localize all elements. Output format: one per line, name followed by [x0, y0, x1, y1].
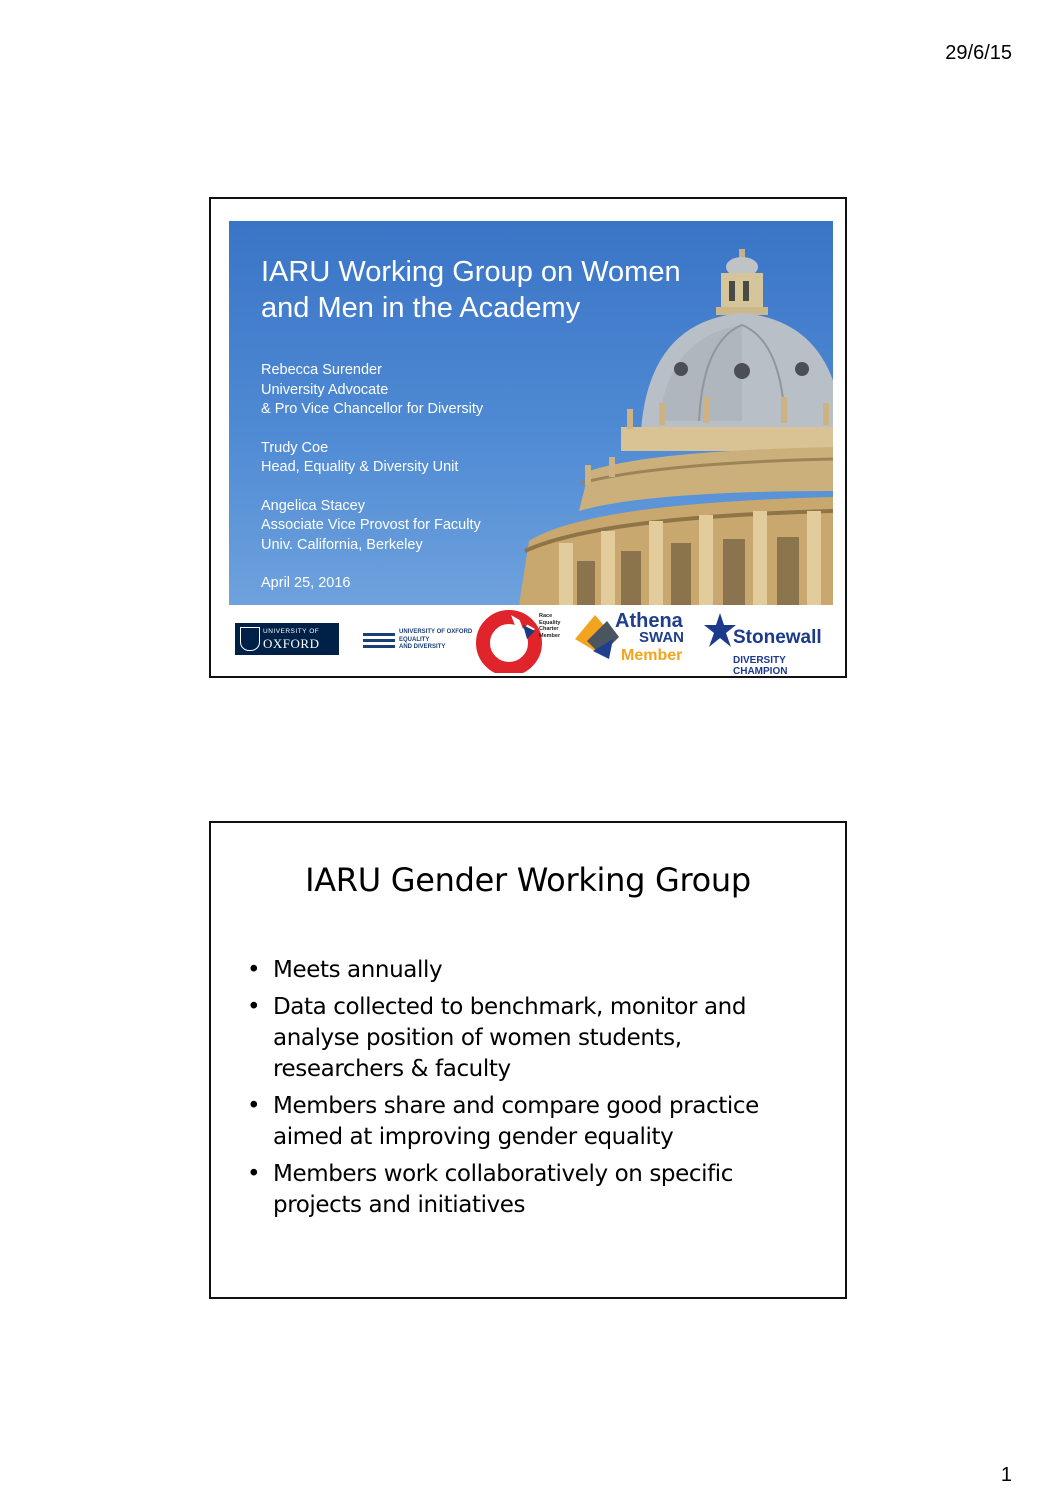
hero-banner	[229, 221, 833, 605]
slide-heading: IARU Gender Working Group	[305, 861, 751, 899]
presenter-role: Univ. California, Berkeley	[261, 536, 423, 553]
athena-swan-mark-icon	[573, 611, 621, 661]
bullet-item: • Members share and compare good practice aimed at improving gender equality	[247, 1091, 817, 1153]
slide-title-heading	[261, 254, 741, 326]
stonewall-logo: Stonewall DIVERSITY CHAMPION	[703, 609, 829, 673]
equality-diversity-logo: UNIVERSITY OF OXFORD EQUALITY AND DIVERSITY	[363, 629, 473, 651]
presenter-name: Trudy Coe	[261, 439, 329, 456]
bullet-item: • Meets annually	[247, 955, 817, 986]
crest-icon	[240, 627, 260, 651]
oxford-logo: UNIVERSITY OF OXFORD	[235, 623, 339, 655]
presenter-role: & Pro Vice Chancellor for Diversity	[261, 401, 484, 417]
slide-title	[209, 197, 847, 678]
bullet-list	[247, 955, 817, 1227]
title-line: IARU Working Group on Women	[261, 256, 681, 288]
athena-swan-logo: Athena SWAN Member	[573, 607, 693, 669]
presenter	[261, 497, 483, 556]
race-charter-ring-icon	[475, 607, 545, 673]
presenter-role: Head, Equality & Diversity Unit	[261, 459, 459, 475]
race-equality-charter-logo: Race Equality Charter Member	[475, 607, 567, 673]
slide-gender-working-group	[209, 821, 847, 1299]
presenter-list	[261, 361, 483, 594]
presenter-role: University Advocate	[261, 381, 389, 398]
presenter-name: Rebecca Surender	[261, 362, 382, 378]
presenter-role: Associate Vice Provost for Faculty	[261, 517, 481, 533]
presenter	[261, 439, 483, 478]
page-number: 1	[1000, 1464, 1012, 1486]
title-line: and Men in the Academy	[261, 292, 581, 324]
logo-strip	[229, 607, 833, 677]
star-figure-icon	[703, 611, 737, 651]
page-date: 29/6/15	[945, 42, 1012, 64]
stripes-icon	[363, 633, 395, 651]
presenter-name: Angelica Stacey	[261, 497, 365, 514]
bullet-item: • Members work collaboratively on specific projects and initiatives	[247, 1159, 817, 1221]
bullet-item: • Data collected to benchmark, monitor and analyse position of women students, researchers & faculty	[247, 992, 817, 1085]
presentation-date: April 25, 2016	[261, 575, 351, 591]
presenter	[261, 361, 483, 420]
